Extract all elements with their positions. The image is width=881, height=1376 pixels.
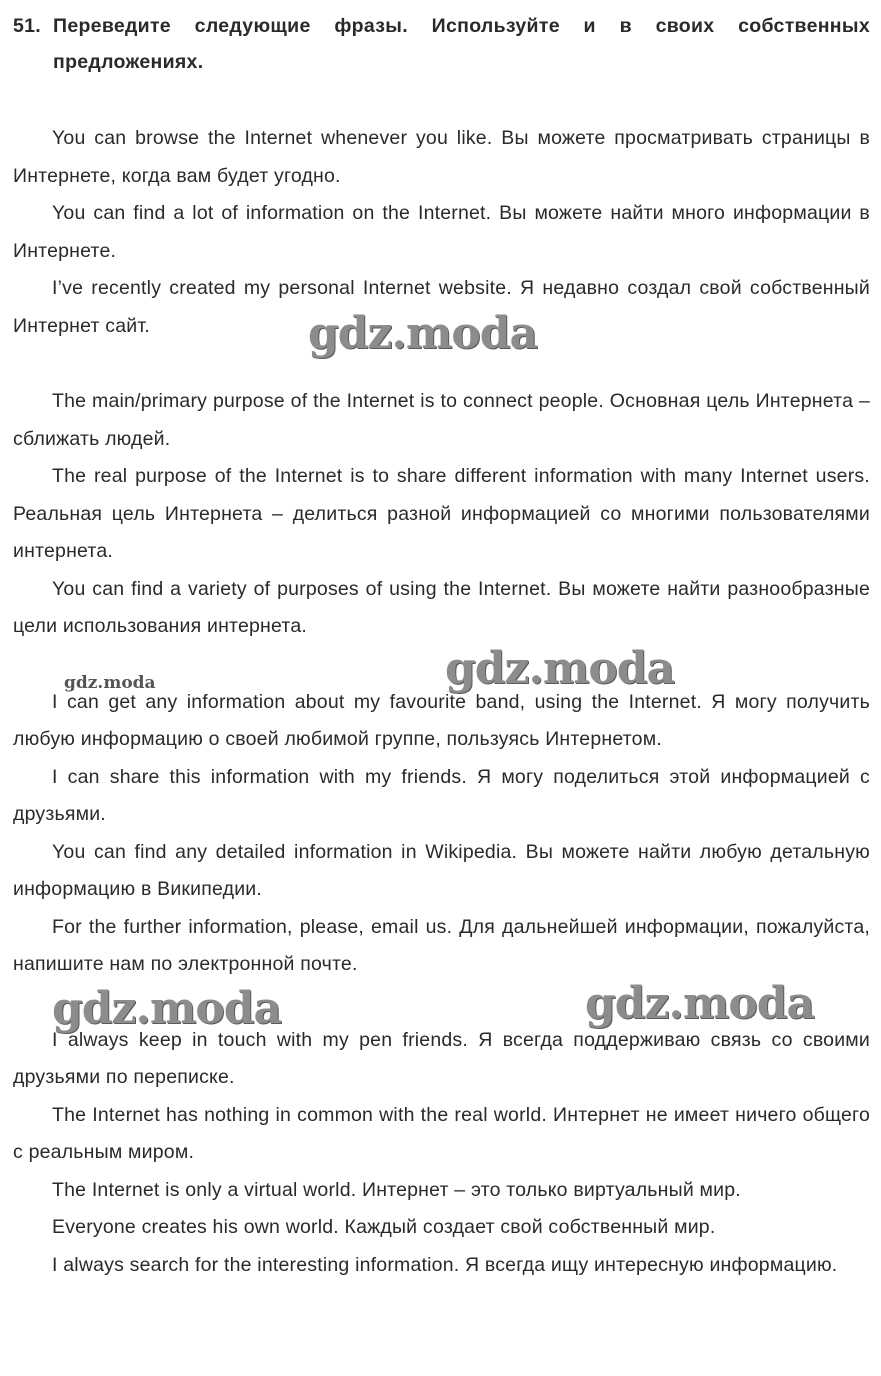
paragraph: I always keep in touch with my pen friends. Я всегда поддерживаю связь со своими друзьями по переписке. — [13, 1028, 870, 1088]
paragraph: For the further information, please, email us. Для дальнейшей информации, пожалуйста, напишите нам по электронной почте. — [13, 915, 870, 975]
paragraph: The main/primary purpose of the Internet is to connect people. Основная цель Интернета – сближать людей. — [13, 390, 870, 450]
watermark-logo: gdz.moda — [308, 308, 538, 359]
paragraph: You can find any detailed information in Wikipedia. Вы можете найти любую детальную информацию в Википедии. — [13, 840, 870, 900]
paragraph: You can browse the Internet whenever you like. Вы можете просматривать страницы в Интернете, когда вам будет угодно. — [13, 127, 870, 187]
watermark-logo: gdz.moda — [64, 673, 156, 693]
paragraph: I can share this information with my friends. Я могу поделиться этой информацией с друзьями. — [13, 765, 870, 825]
watermark-logo: gdz.moda — [585, 978, 815, 1029]
task-instruction: Переведите следующие фразы. Используйте и в своих собственных предложениях. — [53, 15, 870, 73]
paragraph-list — [13, 120, 870, 1284]
paragraph: I’ve recently created my personal Internet website. Я недавно создал свой собственный Интернет сайт. — [13, 277, 870, 337]
paragraph: I can get any information about my favourite band, using the Internet. Я могу получить любую информацию о своей любимой группе, пользуясь Интернетом. — [13, 690, 870, 750]
watermark-logo: gdz.moda — [445, 643, 675, 694]
paragraph: You can find a lot of information on the Internet. Вы можете найти много информации в Интернете. — [13, 202, 870, 262]
task-heading — [13, 8, 870, 80]
paragraph: The Internet is only a virtual world. Интернет – это только виртуальный мир. — [52, 1178, 741, 1201]
document-page — [13, 8, 870, 1284]
paragraph: The Internet has nothing in common with the real world. Интернет не имеет ничего общего с реальным миром. — [13, 1103, 870, 1163]
paragraph: I always search for the interesting information. Я всегда ищу интересную информацию. — [52, 1253, 838, 1276]
paragraph: The real purpose of the Internet is to share different information with many Internet users. Реальная цель Интернета – делиться разной информацией со многими пользователями интернета. — [13, 465, 870, 562]
watermark-logo: gdz.moda — [52, 983, 282, 1034]
paragraph: You can find a variety of purposes of using the Internet. Вы можете найти разнообразные цели использования интернета. — [13, 577, 870, 637]
task-number: 51. — [13, 15, 42, 37]
paragraph: Everyone creates his own world. Каждый создает свой собственный мир. — [52, 1216, 716, 1238]
